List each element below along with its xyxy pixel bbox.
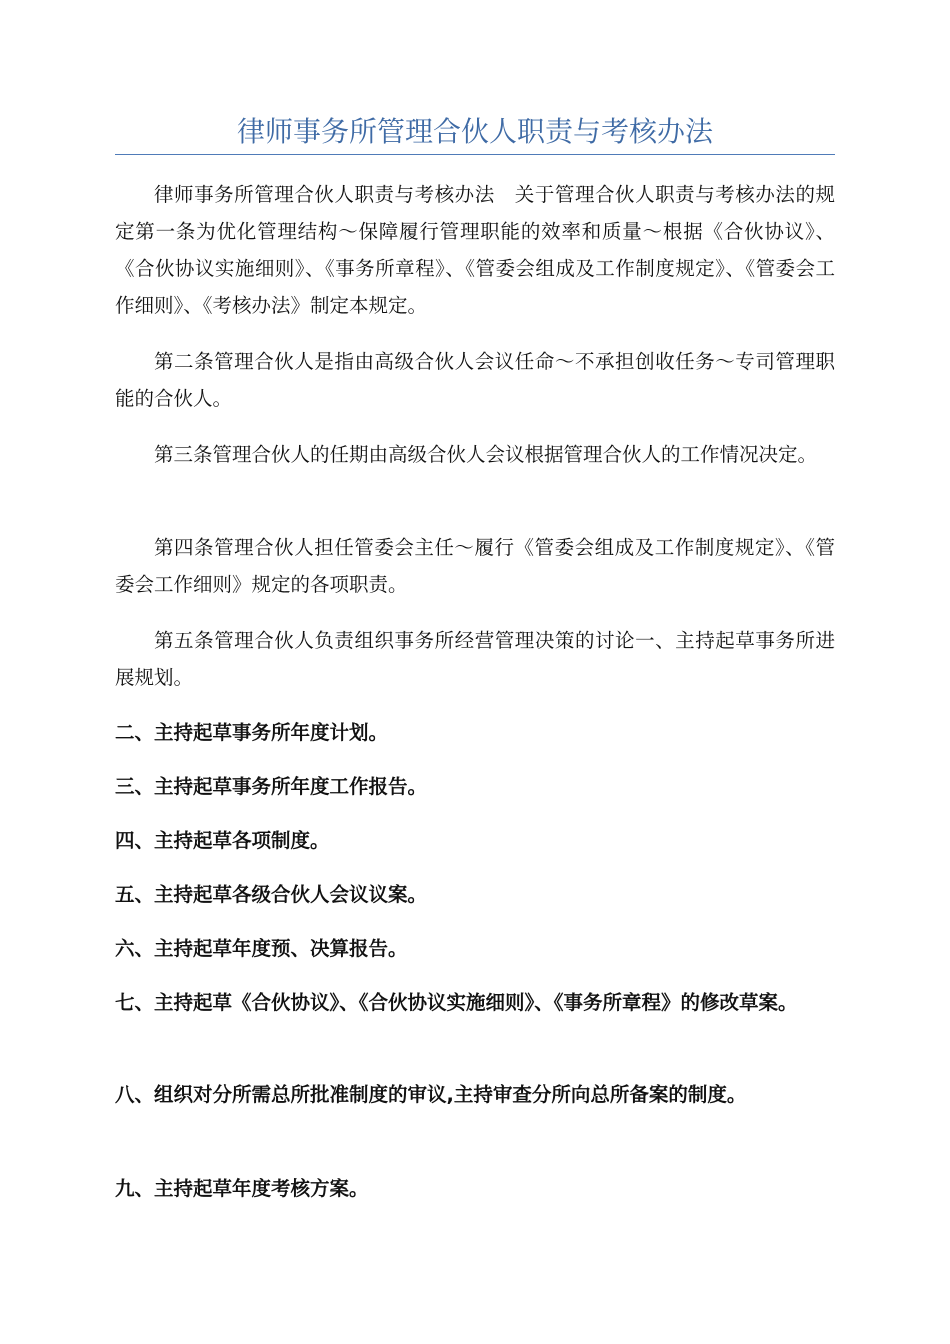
list-item: 二、主持起草事务所年度计划。 <box>115 721 389 744</box>
paragraph-article-5: 第五条管理合伙人负责组织事务所经营管理决策的讨论一、主持起草事务所进展规划。 <box>115 629 835 689</box>
paragraph-article-2: 第二条管理合伙人是指由高级合伙人会议任命～不承担创收任务～专司管理职能的合伙人。 <box>115 350 835 410</box>
paragraph-article-1: 律师事务所管理合伙人职责与考核办法 关于管理合伙人职责与考核办法的规定第一条为优化管理结构～保障履行管理职能的效率和质量～根据《合伙协议》、《合伙协议实施细则》、《事务所章程》、《管委会组成及工作制度规定》、《管委会工作细则》、《考核办法》制定本规定。 <box>115 183 835 317</box>
list-item: 四、主持起草各项制度。 <box>115 829 330 852</box>
list-item: 三、主持起草事务所年度工作报告。 <box>115 775 428 798</box>
list-item: 七、主持起草《合伙协议》、《合伙协议实施细则》、《事务所章程》的修改草案。 <box>115 991 798 1014</box>
title-underline <box>115 154 835 155</box>
list-item: 五、主持起草各级合伙人会议议案。 <box>115 883 428 906</box>
list-item: 六、主持起草年度预、决算报告。 <box>115 937 408 960</box>
document-title: 律师事务所管理合伙人职责与考核办法 <box>236 115 713 148</box>
paragraph-article-3: 第三条管理合伙人的任期由高级合伙人会议根据管理合伙人的工作情况决定。 <box>154 443 818 466</box>
list-item: 八、组织对分所需总所批准制度的审议,主持审查分所向总所备案的制度。 <box>115 1083 747 1106</box>
paragraph-article-4: 第四条管理合伙人担任管委会主任～履行《管委会组成及工作制度规定》、《管委会工作细则》规定的各项职责。 <box>115 536 835 596</box>
list-item: 九、主持起草年度考核方案。 <box>115 1177 369 1200</box>
